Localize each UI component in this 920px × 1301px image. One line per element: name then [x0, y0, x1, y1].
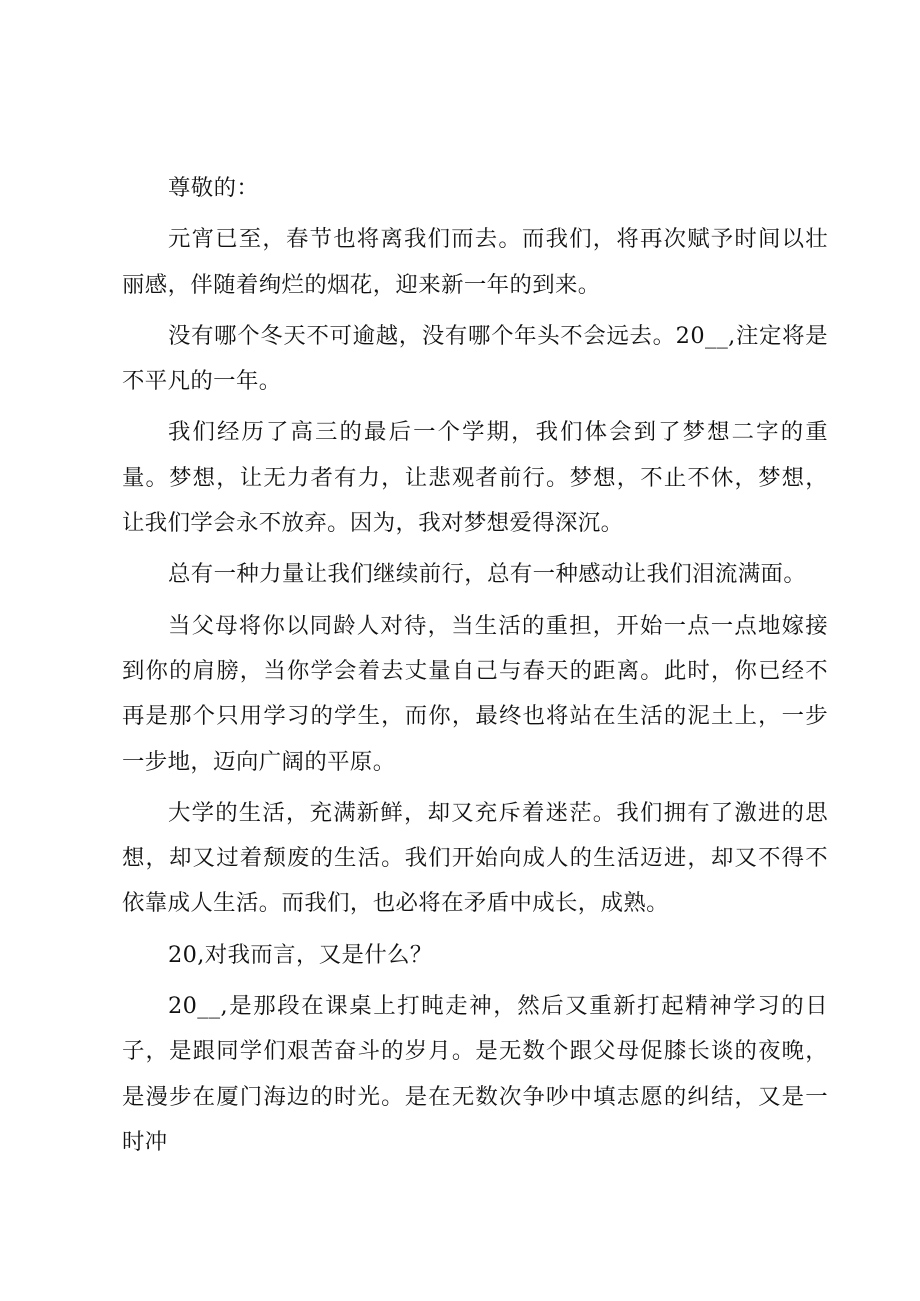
paragraph-question: 20,对我而言，又是什么？	[168, 941, 433, 968]
paragraph-winter: 没有哪个冬天不可逾越，没有哪个年头不会远去。20__,注定将是不平凡的一年。	[122, 322, 828, 395]
paragraph-dream: 我们经历了高三的最后一个学期，我们体会到了梦想二字的重量。梦想，让无力者有力，让悲观者前行。梦想，不止不休，梦想，让我们学会永不放弃。因为，我对梦想爱得深沉。	[122, 419, 828, 537]
paragraph-parents: 当父母将你以同龄人对待，当生活的重担，开始一点一点地嫁接到你的肩膀，当你学会着去丈量自己与春天的距离。此时，你已经不再是那个只用学习的学生，而你，最终也将站在生活的泥土上，一步一步地，迈向广阔的平原。	[122, 612, 828, 775]
salutation: 尊敬的：	[168, 175, 260, 201]
paragraph-lantern-festival: 元宵已至，春节也将离我们而去。而我们，将再次赋予时间以壮丽感，伴随着绚烂的烟花，迎来新一年的到来。	[122, 226, 828, 298]
paragraph-memories: 20__,是那段在课桌上打盹走神，然后又重新打起精神学习的日子，是跟同学们艰苦奋斗的岁月。是无数个跟父母促膝长谈的夜晚，是漫步在厦门海边的时光。是在无数次争吵中填志愿的纠结，又是一时冲	[122, 993, 828, 1155]
paragraph-university: 大学的生活，充满新鲜，却又充斥着迷茫。我们拥有了激进的思想，却又过着颓废的生活。我们开始向成人的生活迈进，却又不得不依靠成人生活。而我们，也必将在矛盾中成长，成熟。	[122, 799, 828, 917]
paragraph-strength: 总有一种力量让我们继续前行，总有一种感动让我们泪流满面。	[168, 561, 807, 588]
letter-body	[122, 166, 828, 1171]
